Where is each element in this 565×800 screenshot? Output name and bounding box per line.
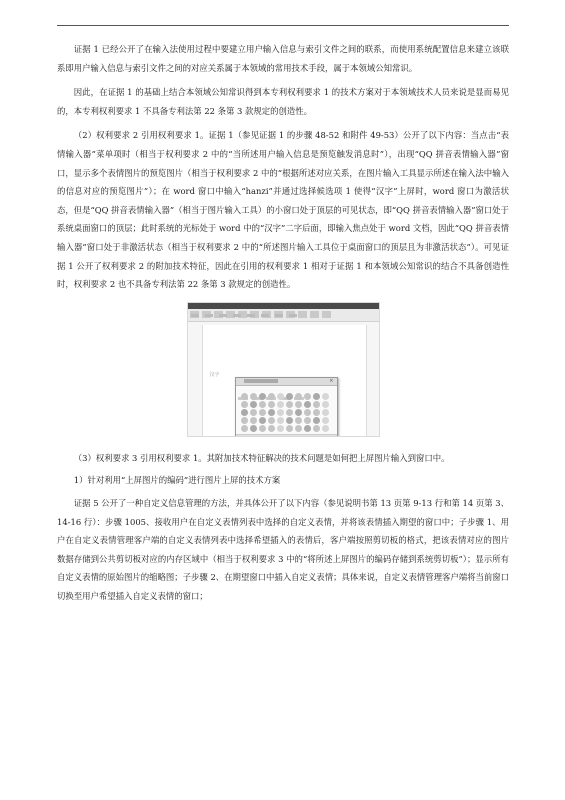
paragraph: 因此，在证据 1 的基础上结合本领域公知常识得到本专利权利要求 1 的技术方案对于本领域技术人员来说是显而易见的，本专利权利要求 1 不具备专利法第 22 条第 3 款规定的创造性。 (57, 87, 509, 116)
document-body (57, 40, 509, 605)
emoji-window-tabs (236, 386, 337, 392)
emoji-input-window (235, 377, 338, 437)
close-icon: × (329, 377, 334, 384)
paragraph: 1）针对利用“上屏图片的编码”进行图片上屏的技术方案 (73, 475, 281, 486)
paragraph: 证据 1 已经公开了在输入法使用过程中要建立用户输入信息与索引文件之间的联系，而使用系统配置信息来建立该联系即用户输入信息与索引文件之间的对应关系属于本领域的常用技术手段，属于本领域公知常识。 (57, 44, 509, 73)
emoji-window-title (244, 379, 278, 383)
paragraph: （3）权利要求 3 引用权利要求 1。其附加技术特征解决的技术问题是如何把上屏图片输入到窗口中。 (73, 452, 450, 463)
emoji-grid (240, 393, 334, 433)
typed-text: 汉字 (209, 371, 220, 378)
word-ribbon (188, 303, 379, 322)
emoji-window-titlebar (236, 378, 337, 386)
header-rule (57, 25, 509, 26)
screenshot-figure (187, 302, 380, 437)
emoji-window-footer (236, 434, 337, 437)
paragraph: 证据 5 公开了一种自定义信息管理的方法，并具体公开了以下内容（参见说明书第 13 页第 9-13 行和第 14 页第 3、14-16 行）：步骤 1005、接收用户在自定义表情列表中选择的自定义表情，并将该表情插入期望的窗口中；子步骤 1、用户在自定义表情管理客户端的自定义表情列表中选择希望插入的表情后，客户端按照剪切板的格式，把该表情对应的图片数据存储到公共剪切板对应的内存区域中（相当于权利要求 3 中的“将所述上屏图片的编码存储到系统剪切板”）；显示所有自定义表情的原始图片的缩略图；子步骤 2、在期望窗口中插入自定义表情；具体来说，自定义表情管理客户端将当前窗口切换至用户希望插入自定义表情的窗口； (57, 497, 509, 601)
paragraph: （2）权利要求 2 引用权利要求 1。证据 1（参见证据 1 的步骤 48-52 和附件 49-53）公开了以下内容：当点击“表情输入器”菜单项时（相当于权利要求 2 中的“当所述用户输入信息是预览触发消息时”），出现“QQ 拼音表情输入器”窗口，显示多个表情图片的预览图片（相当于权利要求 2 中的“根据所述对应关系，在图片输入工具显示所述在输入法中输入的信息对应的预览图片”）；在 word 窗口中输入“hanzi”并通过选择候选项 1 使得“汉字”上屏时，word 窗口为激活状态，但是“QQ 拼音表情输入器”（相当于图片输入工具）的小窗口处于顶层的可见状态，即“QQ 拼音表情输入器”窗口处于系统桌面窗口的顶层；此时系统的光标处于 word 中的“汉字”二字后面，即输入焦点处于 word 文档，因此“QQ 拼音表情输入器”窗口处于非激活状态（相当于权利要求 2 中的“所述图片输入工具位于桌面窗口的顶层且为非激活状态”）。可见证据 1 公开了权利要求 2 的附加技术特征，因此在引用的权利要求 1 相对于证据 1 和本领域公知常识的结合不具备创造性时，权利要求 2 也不具备专利法第 22 条第 3 款规定的创造性。 (57, 130, 509, 290)
